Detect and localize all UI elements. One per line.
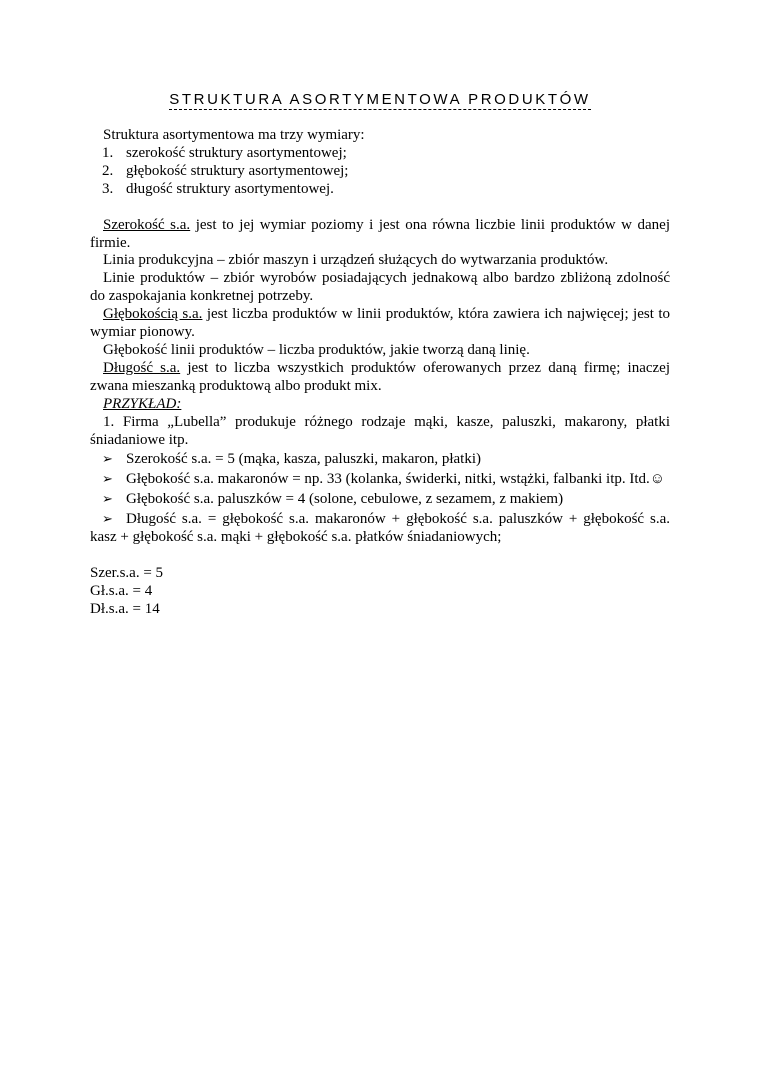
paragraph-text: jest liczba produktów w linii produktów, która zawiera ich najwięcej; jest to wymiar pionowy. xyxy=(90,306,670,341)
paragraph-line-depth: Głębokość linii produktów – liczba produktów, jakie tworzą daną linię. xyxy=(103,341,530,358)
bullet-item xyxy=(90,511,670,547)
page-title-text: STRUKTURA ASORTYMENTOWA PRODUKTÓW xyxy=(169,91,591,108)
bullet-item xyxy=(90,451,670,469)
paragraph-length xyxy=(90,360,670,396)
page-title xyxy=(0,90,760,110)
bullet-text: Długość s.a. = głębokość s.a. makaronów + głębokość s.a. paluszków + głębokość s.a. kasz + głębokość s.a. mąki + głębokość s.a. płatków śniadaniowych; xyxy=(90,511,670,546)
paragraph-depth xyxy=(90,306,670,342)
intro-text: Struktura asortymentowa ma trzy wymiary: xyxy=(103,127,365,143)
example-label-text: PRZYKŁAD: xyxy=(103,395,182,412)
list-number: 1. xyxy=(102,144,114,161)
list-text: szerokość struktury asortymentowej; xyxy=(126,144,347,161)
example-label xyxy=(90,396,670,414)
bullet-item xyxy=(90,491,670,509)
dimensions-list xyxy=(90,145,670,199)
term-width: Szerokość s.a. xyxy=(103,216,191,233)
paragraph-production-line: Linia produkcyjna – zbiór maszyn i urządzeń służących do wytwarzania produktów. xyxy=(103,252,609,269)
bullet-item xyxy=(90,471,670,489)
bullet-text: Szerokość s.a. = 5 (mąka, kasza, paluszki, makaron, płatki) xyxy=(126,451,482,468)
paragraph-product-lines: Linie produktów – zbiór wyrobów posiadających jednakową albo bardzo zbliżoną zdolność do zaspokajania konkretnej potrzeby. xyxy=(90,270,670,305)
list-text: głębokość struktury asortymentowej; xyxy=(126,162,349,179)
term-length: Długość s.a. xyxy=(103,359,181,376)
paragraph-text: jest to jej wymiar poziomy i jest ona równa liczbie linii produktów w danej firmie. xyxy=(90,216,670,251)
list-item xyxy=(90,145,670,163)
summary-depth: Gł.s.a. = 4 xyxy=(90,582,153,599)
list-number: 3. xyxy=(102,180,114,197)
document-body xyxy=(90,127,670,619)
list-text: długość struktury asortymentowej. xyxy=(126,180,334,197)
arrow-bullet-icon: ➢ xyxy=(102,492,113,508)
list-item xyxy=(90,181,670,199)
paragraph-text: jest to liczba wszystkich produktów oferowanych przez daną firmę; inaczej zwana mieszanką produktową albo produkt mix. xyxy=(90,359,671,394)
example-intro: 1. Firma „Lubella” produkuje różnego rodzaje mąki, kasze, paluszki, makarony, płatki śniadaniowe itp. xyxy=(90,413,670,448)
summary-length: Dł.s.a. = 14 xyxy=(90,600,160,617)
arrow-bullet-icon: ➢ xyxy=(102,512,113,528)
list-number: 2. xyxy=(102,162,114,179)
term-depth: Głębokością s.a. xyxy=(103,306,203,323)
bullet-text: Głębokość s.a. makaronów = np. 33 (kolanka, świderki, nitki, wstążki, falbanki itp. Itd.☺ xyxy=(126,471,666,488)
summary-width: Szer.s.a. = 5 xyxy=(90,564,164,581)
arrow-bullet-icon: ➢ xyxy=(102,472,113,488)
arrow-bullet-icon: ➢ xyxy=(102,452,113,468)
list-item xyxy=(90,163,670,181)
paragraph-width xyxy=(90,217,670,253)
bullet-text: Głębokość s.a. paluszków = 4 (solone, cebulowe, z sezamem, z makiem) xyxy=(126,491,564,508)
